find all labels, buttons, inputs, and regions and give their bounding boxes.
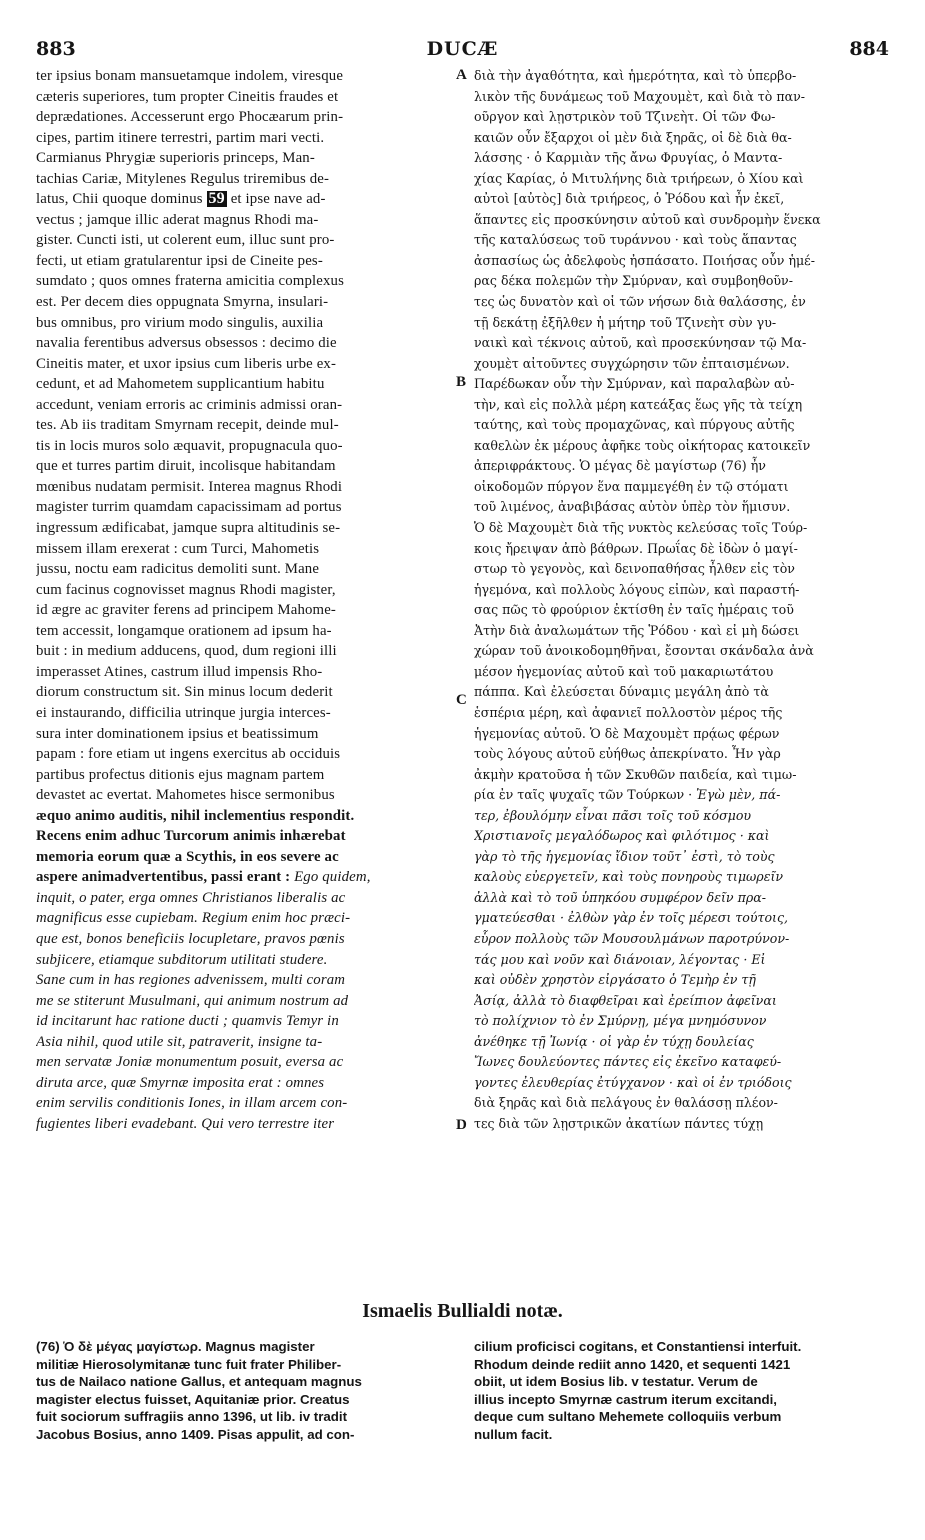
greek-line-text: εὗρον πολλοὺς τῶν Μουσουλμάνων παροτρύνον-	[474, 930, 790, 946]
latin-line-text: tes. Ab iis traditam Smyrnam recepit, deinde mul-	[36, 417, 339, 434]
note-line: Jacobus Bosius, anno 1409. Pisas appulit, ad con-	[36, 1426, 355, 1442]
greek-line-text: κοις ἤρειψαν ἀπὸ βάθρων. Πρωΐας δὲ ἰδὼν ὁ μαγί-	[474, 540, 798, 556]
latin-line	[36, 600, 454, 621]
notes-title: Ismaelis Bullialdi notæ.	[362, 1300, 563, 1322]
greek-line-text: ἀνέθηκε τῇ Ἰωνίᾳ · οἱ γὰρ ἐν τύχῃ δουλείας	[474, 1033, 754, 1049]
latin-line	[36, 888, 454, 909]
greek-line-text: λάσσης · ὁ Καρμιὰν τῆς ἄνω Φρυγίας, ὁ Μαντα-	[474, 150, 783, 166]
latin-line-text: partibus profectus ditionis ejus magnam partem	[36, 766, 325, 783]
greek-line	[474, 826, 892, 847]
greek-line-text: διὰ τὴν ἀγαθότητα, καὶ ἡμερότητα, καὶ τὸ ὑπερβο-	[474, 68, 797, 83]
greek-line	[474, 929, 892, 950]
greek-line-text: λικὸν τῆς δυνάμεως τοῦ Μαχουμὲτ, καὶ διὰ τὸ παν-	[474, 88, 806, 104]
greek-line-text: τες ὡς δυνατὸν καὶ οἱ τῶν νήσων διὰ θαλάσσης, ἐν	[474, 294, 806, 310]
note-line: nullum facit.	[474, 1426, 553, 1442]
note-line: obiit, ut idem Bosius lib. v testatur. Verum de	[474, 1374, 758, 1389]
latin-line-text: vectus ; jamque illic aderat magnus Rhodi ma-	[36, 211, 319, 228]
greek-line	[474, 436, 892, 457]
latin-line	[36, 580, 454, 601]
latin-line	[36, 354, 454, 375]
greek-line-text: γὰρ τὸ τῆς ἡγεμονίας ἴδιον τοῦτ᾽ ἐστὶ, τὸ τοὺς	[474, 848, 775, 864]
latin-line	[36, 477, 454, 498]
latin-line	[36, 1093, 454, 1114]
greek-line	[474, 950, 892, 971]
latin-line-text: id ægre ac graviter ferens ad principem Mahome-	[36, 602, 336, 619]
latin-line	[36, 621, 454, 642]
latin-line	[36, 826, 454, 847]
latin-line	[36, 847, 454, 868]
latin-line	[36, 292, 454, 313]
latin-line-text: latus, Chii quoque dominus	[36, 191, 203, 208]
greek-line-text: Χριστιανοῖς μεγαλόδωρος καὶ φιλότιμος · καὶ	[474, 828, 770, 844]
greek-line-text: καιῶν οὖν ἔξαρχοι οἱ μὲν διὰ ξηρᾶς, οἱ δὲ διὰ θα-	[474, 129, 792, 145]
latin-line	[36, 374, 454, 395]
greek-line	[474, 559, 892, 580]
greek-line	[474, 210, 892, 231]
latin-line-text: sura inter dominationem ipsius et beatissimum	[36, 725, 319, 742]
greek-line-text: μέσον ἡγεμονίας αὐτοῦ καὶ τοῦ μακαριωτάτου	[474, 663, 774, 679]
greek-line	[474, 374, 892, 395]
latin-line-text: tis in locis muros solo æquavit, propugnacula quo-	[36, 437, 343, 454]
greek-line-text: ἀπεριφράκτους. Ὁ μέγας δὲ μαγίστωρ (76) ἦν	[474, 458, 766, 474]
latin-line-text: Carmianus Phrygiæ superioris princeps, Man-	[36, 150, 315, 167]
greek-line	[474, 107, 892, 128]
latin-line-text: que et turres partim diruit, incolisque habitandam	[36, 458, 336, 475]
latin-line	[36, 806, 454, 827]
greek-line-text: χουμὲτ αἰτοῦντες συγχώρησιν τῶν ἐπταισμένων.	[474, 355, 790, 371]
greek-line	[474, 271, 892, 292]
latin-line-text: enim servilis conditionis Iones, in illam arcem con-	[36, 1095, 348, 1112]
greek-line	[474, 991, 892, 1012]
greek-line	[474, 765, 892, 786]
latin-line	[36, 66, 454, 87]
latin-line-text: cæteris superiores, tum propter Cineitis fraudes et	[36, 88, 339, 105]
greek-line	[474, 867, 892, 888]
greek-line-text: χίας Καρίας, ὁ Μιτυλήνης διὰ τριήρεων, ὁ Χίου καὶ	[474, 170, 804, 186]
latin-line	[36, 724, 454, 745]
note-line: magister electus fuisset, Aquitaniæ prior. Creatus	[36, 1391, 350, 1407]
greek-line-text: οἰκοδομῶν πύργον ἕνα παμμεγέθη ἐν τῷ στόματι	[474, 478, 789, 494]
greek-line-text: ναικὶ καὶ τέκνοις αὐτοῦ, καὶ προσεκύνησαν τῷ Μα-	[474, 335, 807, 351]
latin-line	[36, 210, 454, 231]
greek-line-text: γματεύεσθαι · ἐλθὼν γὰρ ἐν τοῖς μέρεσι τούτοις,	[474, 910, 789, 926]
latin-line	[36, 559, 454, 580]
greek-line-text: πάππα. Καὶ ἐλεύσεται δύναμις μεγάλη ἀπὸ τὰ	[474, 684, 769, 700]
latin-line-text: navalia ferentibus adversus obsessos : decimo die	[36, 335, 337, 352]
greek-line	[474, 148, 892, 169]
latin-line-text: Cineitis mater, et uxor ipsius cum liberis urbe ex-	[36, 355, 337, 372]
latin-line-text: buit : in medium adducens, quod, dum regioni illi	[36, 643, 337, 660]
note-line: Rhodum deinde rediit anno 1420, et sequenti 1421	[474, 1356, 791, 1372]
latin-line	[36, 744, 454, 765]
latin-line	[36, 908, 454, 929]
latin-line-text: accedunt, veniam erroris ac criminis admissi oran-	[36, 396, 343, 413]
latin-line	[36, 1032, 454, 1053]
greek-line	[474, 87, 892, 108]
greek-line	[474, 662, 892, 683]
latin-line-text: fecti, ut etiam gratularentur ipsi de Cineite pes-	[36, 252, 323, 269]
latin-line-text: magnificus esse cupiebam. Regium enim hoc præci-	[36, 910, 351, 927]
greek-line-text: ἀλλὰ καὶ τὸ τοῦ ὑπηκόου συμφέρον δεῖν πρα-	[474, 889, 767, 905]
greek-line-text: γοντες ἐλευθερίας ἐτύγχανον · καὶ οἱ ἐν τριόδοις	[474, 1074, 792, 1090]
note-line: fuit sociorum suffragiis anno 1396, ut lib. iv tradit	[36, 1409, 348, 1424]
latin-line-text: deprædationes. Accesserunt ergo Phocæarum prin-	[36, 109, 344, 126]
greek-line	[474, 518, 892, 539]
latin-line	[36, 271, 454, 292]
greek-line-text: τες διὰ τῶν λῃστρικῶν ἀκατίων πάντες τύχῃ	[474, 1115, 764, 1131]
greek-line	[474, 395, 892, 416]
greek-line	[474, 415, 892, 436]
greek-line-text: σας πῶς τὸ φρούριον ἐκτίσθη ἐν ταῖς ἡμέραις τοῦ	[474, 602, 794, 618]
latin-line-tail: et ipse nave ad-	[230, 191, 326, 208]
latin-line-text: est. Per decem dies oppugnata Smyrna, insulari-	[36, 294, 329, 311]
greek-line-text: τὴν, καὶ εἰς πολλὰ μέρη κατεάξας ἕως γῆς τὰ τείχη	[474, 396, 803, 412]
greek-line	[474, 1052, 892, 1073]
latin-line	[36, 456, 454, 477]
column-number-inset: 59	[208, 190, 225, 208]
greek-line	[474, 847, 892, 868]
latin-line-text: magister turrim quamdam capacissimam ad portus	[36, 499, 342, 516]
greek-line	[474, 230, 892, 251]
latin-line-text: jussu, noctu eam radicitus demoliti sunt. Mane	[36, 561, 320, 578]
latin-line-text: men servatæ Joniæ monumentum posuit, eversa ac	[36, 1054, 344, 1071]
greek-line	[474, 682, 892, 703]
greek-line-text: ἡγεμόνα, καὶ πολλοὺς λόγους εἰπὼν, καὶ παραστή-	[474, 581, 800, 597]
greek-line	[474, 251, 892, 272]
latin-line	[36, 169, 454, 190]
margin-letter-c: C	[456, 692, 467, 708]
latin-line	[36, 682, 454, 703]
greek-line	[474, 292, 892, 313]
greek-italic-phrase: Ἐγὼ μὲν, πά-	[696, 787, 781, 803]
latin-line-text: tem accessit, longamque orationem ad ipsum ha-	[36, 622, 332, 639]
greek-line	[474, 703, 892, 724]
greek-line	[474, 1073, 892, 1094]
note-line: illius incepto Smyrnæ castrum iterum excitandi,	[474, 1391, 777, 1407]
latin-line	[36, 251, 454, 272]
latin-line	[36, 148, 454, 169]
latin-line-text: papam : fore etiam ut ingens exercitus ab occiduis	[36, 746, 341, 763]
latin-line-text: que est, bonos beneficiis locupletare, pravos pœnis	[36, 930, 345, 947]
greek-line-text: στωρ τὸ γεγονὸς, καὶ δεινοπαθήσας ἦλθεν εἰς τὸν	[474, 561, 795, 577]
latin-line	[36, 1052, 454, 1073]
greek-line-text: καλοὺς εὐεργετεῖν, καὶ τοὺς πονηροὺς τιμωρεῖν	[474, 869, 784, 885]
greek-line-text: διὰ ξηρᾶς καὶ διὰ πελάγους ἐν θαλάσσῃ πλέον-	[474, 1095, 778, 1111]
latin-line-text: memoria eorum quæ a Scythis, in eos severe ac	[36, 848, 339, 865]
greek-line-text: οῦργον καὶ λῃστρικὸν τοῦ Τζινεὴτ. Οἱ τῶν Φω-	[474, 109, 776, 125]
latin-line-text: Asia nihil, quod utile sit, patraverit, insigne ta-	[36, 1033, 323, 1050]
greek-line	[474, 724, 892, 745]
latin-italic-phrase: Ego quidem,	[294, 869, 371, 886]
latin-line-text: devastet ac evertat. Mahometes hisce sermonibus	[36, 787, 335, 804]
latin-line	[36, 1114, 454, 1135]
latin-line	[36, 128, 454, 149]
greek-line	[474, 908, 892, 929]
latin-line	[36, 518, 454, 539]
latin-line-text: cipes, partim itinere terrestri, partim mari vecti.	[36, 129, 325, 146]
greek-line	[474, 806, 892, 827]
note-line: tus de Nailaco natione Gallus, et antequam magnus	[36, 1374, 362, 1389]
greek-line	[474, 580, 892, 601]
latin-line-text: aspere animadvertentibus, passi erant :	[36, 869, 291, 886]
greek-line	[474, 888, 892, 909]
greek-line	[474, 970, 892, 991]
latin-line-text: Recens enim adhuc Turcorum animis inhærebat	[36, 828, 346, 845]
latin-line	[36, 313, 454, 334]
greek-line	[474, 169, 892, 190]
greek-line	[474, 354, 892, 375]
latin-line-text: tachias Cariæ, Mitylenes Regulus triremibus de-	[36, 170, 330, 187]
greek-line-text: Ἀσίᾳ, ἀλλὰ τὸ διαφθεῖραι καὶ ἐρείπιον ἀφεῖναι	[474, 992, 777, 1008]
latin-line	[36, 395, 454, 416]
latin-line-text: cedunt, et ad Mahometem supplicantium habitu	[36, 376, 325, 393]
latin-line-text: me se stiterunt Musulmani, qui animum nostrum ad	[36, 992, 349, 1009]
greek-line-text: Ὁ δὲ Μαχουμὲτ διὰ τῆς νυκτὸς κελεύσας τοῖς Τούρ-	[474, 520, 808, 536]
latin-line	[36, 785, 454, 806]
latin-line-text: sumdato ; quos omnes fraterna amicitia complexus	[36, 273, 344, 290]
latin-line	[36, 950, 454, 971]
margin-letter-a: A	[456, 67, 467, 83]
greek-line-text: τῆς καταλύσεως τοῦ τυράννου · καὶ τοὺς ἅπαντας	[474, 232, 797, 248]
latin-line	[36, 436, 454, 457]
page-number-right: 884	[849, 38, 889, 60]
notes-left-column	[36, 1338, 454, 1443]
greek-line-text: καὶ οὐδὲν χρηστὸν εἰργάσατο ὁ Τεμὴρ ἐν τῇ	[474, 972, 756, 988]
latin-line-text: ter ipsius bonam mansuetamque indolem, viresque	[36, 68, 344, 84]
greek-line	[474, 333, 892, 354]
latin-line-text: Sane cum in has regiones advenissem, multi coram	[36, 972, 346, 989]
latin-line-text: cum facinus cognovisset magnus Rhodi magister,	[36, 581, 336, 598]
greek-line	[474, 539, 892, 560]
latin-line-text: diorum constructum sit. Sin minus locum dederit	[36, 684, 333, 701]
greek-line-text: ἡγεμονίας αὐτοῦ. Ὁ δὲ Μαχουμὲτ πρᾴως φέρων	[474, 725, 780, 741]
latin-line	[36, 1073, 454, 1094]
latin-line-text: bus omnibus, pro virium modo singulis, auxilia	[36, 314, 324, 331]
latin-line-text: æquo animo auditis, nihil inclementius respondit.	[36, 807, 355, 824]
latin-line	[36, 765, 454, 786]
latin-line	[36, 970, 454, 991]
greek-line-text: ρας δέκα πολεμῶν τὴν Σμύρναν, καὶ συμβοηθοῦν-	[474, 273, 793, 289]
greek-line	[474, 1011, 892, 1032]
latin-line	[36, 497, 454, 518]
latin-line	[36, 230, 454, 251]
note-line: (76) Ὁ δὲ μέγας μαγίστωρ. Magnus magister	[36, 1339, 315, 1354]
latin-line-text: inquit, o pater, erga omnes Christianos liberalis ac	[36, 889, 346, 906]
greek-line	[474, 744, 892, 765]
greek-line-text: τῇ δεκάτῃ ἐξῆλθεν ἡ μήτηρ τοῦ Τζινεὴτ σὺν γυ-	[474, 314, 777, 330]
latin-line-text: id incitarunt hac ratione ducti ; quamvis Temyr in	[36, 1013, 339, 1030]
latin-line-text: diruta arce, quæ Smyrnæ imposita erat : omnes	[36, 1074, 325, 1091]
margin-letter-d: D	[456, 1117, 467, 1133]
greek-line-text: τερ, ἐβουλόμην εἶναι πᾶσι τοῖς τοῦ κόσμου	[474, 807, 752, 823]
page-header	[36, 38, 889, 64]
note-line: cilium proficisci cogitans, et Constantiensi interfuit.	[474, 1339, 802, 1354]
margin-letter-b: B	[456, 374, 467, 390]
latin-line-text: ei instaurando, difficilia utrinque jurgia interces-	[36, 704, 331, 721]
greek-line	[474, 497, 892, 518]
latin-line	[36, 87, 454, 108]
latin-line	[36, 107, 454, 128]
greek-line-text: τοὺς λόγους αὐτοῦ εὐήθως ἀπεκρίνατο. Ἦν γὰρ	[474, 746, 781, 762]
greek-line	[474, 600, 892, 621]
greek-line-text: Ἀτὴν διὰ ἀναλωμάτων τῆς Ῥόδου · καὶ εἰ μὴ δώσει	[474, 622, 800, 638]
greek-line-text: αὐτοὶ [αὐτὸς] διὰ τριήρεος, ὁ Ῥόδου καὶ ἦν ἐκεῖ,	[474, 191, 785, 207]
greek-line-text: χώραν τοῦ ἀνοικοδομηθῆναι, ἔσονται σκάνδαλα ἀνὰ	[474, 643, 814, 659]
greek-line-text: Παρέδωκαν οὖν τὴν Σμύρναν, καὶ παραλαβὼν αὐ-	[474, 376, 795, 392]
latin-line	[36, 333, 454, 354]
running-title: DUCÆ	[426, 38, 499, 60]
greek-line	[474, 66, 892, 87]
latin-line-text: fugientes liberi evadebant. Qui vero terrestre iter	[36, 1115, 335, 1132]
latin-line	[36, 641, 454, 662]
greek-line	[474, 621, 892, 642]
greek-line-text: ταύτης, καὶ τοὺς προμαχῶνας, καὶ πύργους αὐτῆς	[474, 417, 795, 433]
latin-column	[36, 66, 454, 1134]
latin-line-text: subjicere, etiamque subditorum utilitati studere.	[36, 951, 328, 968]
greek-line	[474, 189, 892, 210]
latin-line-text: gister. Cuncti isti, ut colerent eum, illuc sunt pro-	[36, 232, 335, 249]
greek-line	[474, 477, 892, 498]
note-line: deque cum sultano Mehemete colloquiis verbum	[474, 1409, 782, 1424]
greek-line-text: ἀκμὴν κρατοῦσα ἡ τῶν Σκυθῶν παιδεία, καὶ τιμω-	[474, 766, 797, 782]
latin-line	[36, 991, 454, 1012]
greek-column	[474, 66, 892, 1134]
latin-line-text: imperasset Atines, castrum illud impensis Rho-	[36, 663, 323, 680]
page-number-left: 883	[36, 38, 76, 60]
latin-line	[36, 415, 454, 436]
latin-line-text: ingressum ædificabat, jamque supra altitudinis se-	[36, 520, 341, 537]
greek-line	[474, 1032, 892, 1053]
latin-line	[36, 1011, 454, 1032]
greek-line	[474, 128, 892, 149]
latin-line	[36, 867, 454, 888]
latin-line	[36, 929, 454, 950]
latin-line-text: missem illam erexerat : cum Turci, Mahometis	[36, 540, 320, 557]
latin-line	[36, 703, 454, 724]
latin-line-text: mœnibus nudatam permisit. Interea magnus Rhodi	[36, 478, 343, 495]
latin-line	[36, 662, 454, 683]
greek-line-text: τὸ πολίχνιον τὸ ἐν Σμύρνῃ, μέγα μνημόσυνον	[474, 1013, 767, 1029]
greek-line	[474, 456, 892, 477]
greek-line-text: τοῦ λιμένος, ἀναβιβάσας αὐτὸν ὑπὲρ τὸν ἥμισυν.	[474, 499, 791, 515]
greek-line	[474, 641, 892, 662]
greek-line-text: ρία ἐν ταῖς ψυχαῖς τῶν Τούρκων ·	[474, 787, 693, 803]
latin-line	[36, 539, 454, 560]
greek-line-text: ἑσπέρια μέρη, καὶ ἀφανιεῖ πολλοστὸν μέρος τῆς	[474, 704, 783, 720]
note-line: militiæ Hierosolymitanæ tunc fuit frater Philiber-	[36, 1356, 342, 1372]
greek-line-text: καθελὼν ἐκ μέρους ἀφῆκε τοὺς οἰκήτορας κατοικεῖν	[474, 437, 811, 453]
greek-line-text: τάς μου καὶ νοῦν καὶ διάνοιαν, λέγοντας · Εἰ	[474, 951, 766, 967]
greek-line-text: Ἴωνες δουλεύοντες πάντες εἰς ἐκεῖνο καταφεύ-	[474, 1054, 782, 1070]
latin-line	[36, 189, 454, 210]
greek-line	[474, 313, 892, 334]
greek-line-text: ἀσπασίως ὡς ἀδελφοὺς ἠσπάσατο. Ποιήσας οὖν ἡμέ-	[474, 252, 815, 268]
greek-line	[474, 1093, 892, 1114]
greek-line	[474, 1114, 892, 1135]
greek-line	[474, 785, 892, 806]
greek-line-text: ἅπαντες εἰς προσκύνησιν αὐτοῦ καὶ συνδρομὴν ἕνεκα	[474, 211, 821, 227]
notes-right-column	[474, 1338, 892, 1443]
